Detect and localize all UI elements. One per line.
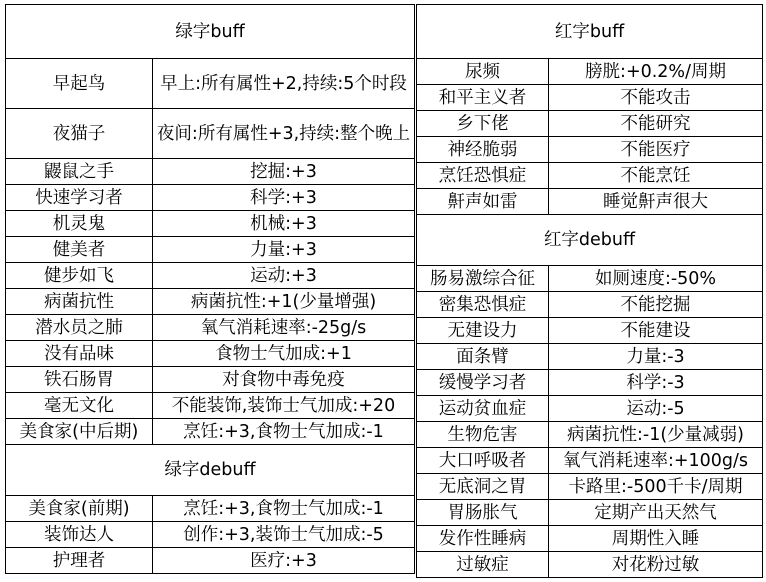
red-traits-table [416,4,763,578]
table-row [6,315,415,341]
green-buff-header: 绿字buff [6,5,415,59]
table-row [6,159,415,185]
table-row [6,289,415,315]
table-row [6,496,415,522]
table-row [6,341,415,367]
table-row [417,292,763,318]
trait-name: 无底洞之胃 [417,474,549,500]
trait-name: 健步如飞 [6,263,153,289]
trait-name: 肠易激综合征 [417,266,549,292]
trait-name: 健美者 [6,237,153,263]
trait-name: 密集恐惧症 [417,292,549,318]
table-row [6,185,415,211]
table-row [6,522,415,548]
trait-effect: 医疗:+3 [153,548,415,574]
table-row [417,163,763,189]
table-row [6,367,415,393]
trait-name: 缓慢学习者 [417,370,549,396]
table-row [417,137,763,163]
trait-name: 机灵鬼 [6,211,153,237]
trait-effect: 氧气消耗速率:+100g/s [549,448,763,474]
trait-effect: 运动:-5 [549,396,763,422]
trait-effect: 不能装饰,装饰士气加成:+20 [153,393,415,419]
table-row [6,548,415,574]
header-row [417,5,763,59]
trait-name: 铁石肠胃 [6,367,153,393]
trait-name: 和平主义者 [417,85,549,111]
table-row [417,500,763,526]
trait-effect: 对食物中毒免疫 [153,367,415,393]
table-row [417,318,763,344]
trait-effect: 早上:所有属性+2,持续:5个时段 [153,59,415,109]
table-row [6,59,415,109]
trait-effect: 烹饪:+3,食物士气加成:-1 [153,496,415,522]
trait-effect: 病菌抗性:+1(少量增强) [153,289,415,315]
header-row [6,445,415,496]
trait-effect: 创作:+3,装饰士气加成:-5 [153,522,415,548]
trait-effect: 膀胱:+0.2%/周期 [549,59,763,85]
trait-effect: 对花粉过敏 [549,552,763,578]
table-row [417,111,763,137]
trait-name: 无建设力 [417,318,549,344]
trait-effect: 不能烹饪 [549,163,763,189]
table-row [417,344,763,370]
trait-name: 护理者 [6,548,153,574]
trait-name: 毫无文化 [6,393,153,419]
trait-name: 运动贫血症 [417,396,549,422]
table-row [417,59,763,85]
trait-name: 鼾声如雷 [417,189,549,215]
table-row [417,474,763,500]
trait-name: 美食家(中后期) [6,419,153,445]
red-debuff-header: 红字debuff [417,215,763,266]
trait-effect: 卡路里:-500千卡/周期 [549,474,763,500]
table-row [6,263,415,289]
green-debuff-header: 绿字debuff [6,445,415,496]
table-row [417,552,763,578]
trait-effect: 科学:+3 [153,185,415,211]
table-row [6,211,415,237]
trait-name: 发作性睡病 [417,526,549,552]
trait-name: 面条臂 [417,344,549,370]
table-row [417,526,763,552]
trait-effect: 不能医疗 [549,137,763,163]
trait-effect: 不能挖掘 [549,292,763,318]
trait-name: 装饰达人 [6,522,153,548]
trait-effect: 挖掘:+3 [153,159,415,185]
trait-effect: 运动:+3 [153,263,415,289]
header-row [417,215,763,266]
trait-name: 胃肠胀气 [417,500,549,526]
trait-effect: 不能研究 [549,111,763,137]
trait-effect: 不能攻击 [549,85,763,111]
trait-name: 夜猫子 [6,109,153,159]
table-row [6,109,415,159]
table-row [417,85,763,111]
trait-effect: 不能建设 [549,318,763,344]
trait-effect: 机械:+3 [153,211,415,237]
trait-name: 鼹鼠之手 [6,159,153,185]
table-row [6,393,415,419]
table-row [417,189,763,215]
trait-effect: 睡觉鼾声很大 [549,189,763,215]
table-row [6,419,415,445]
trait-name: 过敏症 [417,552,549,578]
trait-name: 快速学习者 [6,185,153,211]
table-row [417,422,763,448]
trait-effect: 氧气消耗速率:-25g/s [153,315,415,341]
table-row [417,448,763,474]
trait-name: 大口呼吸者 [417,448,549,474]
trait-effect: 周期性入睡 [549,526,763,552]
trait-name: 乡下佬 [417,111,549,137]
header-row [6,5,415,59]
table-row [6,237,415,263]
trait-effect: 力量:-3 [549,344,763,370]
table-row [417,266,763,292]
trait-name: 病菌抗性 [6,289,153,315]
trait-effect: 烹饪:+3,食物士气加成:-1 [153,419,415,445]
trait-name: 生物危害 [417,422,549,448]
trait-effect: 科学:-3 [549,370,763,396]
trait-name: 没有品味 [6,341,153,367]
trait-effect: 力量:+3 [153,237,415,263]
red-buff-header: 红字buff [417,5,763,59]
trait-effect: 病菌抗性:-1(少量减弱) [549,422,763,448]
trait-name: 潜水员之肺 [6,315,153,341]
trait-name: 神经脆弱 [417,137,549,163]
table-row [417,396,763,422]
trait-effect: 食物士气加成:+1 [153,341,415,367]
trait-name: 烹饪恐惧症 [417,163,549,189]
table-row [417,370,763,396]
trait-name: 早起鸟 [6,59,153,109]
trait-name: 美食家(前期) [6,496,153,522]
trait-name: 尿频 [417,59,549,85]
trait-effect: 定期产出天然气 [549,500,763,526]
green-traits-table [5,4,415,574]
trait-effect: 如厕速度:-50% [549,266,763,292]
trait-effect: 夜间:所有属性+3,持续:整个晚上 [153,109,415,159]
